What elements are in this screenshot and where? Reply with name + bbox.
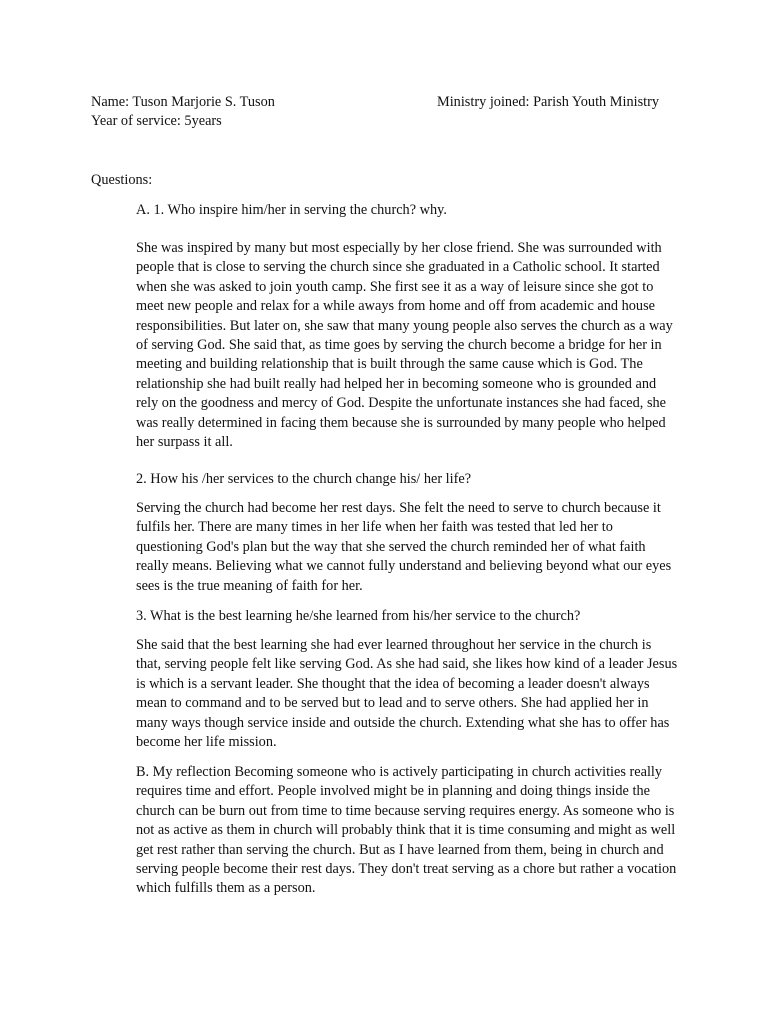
reflection-paragraph: B. My reflection Becoming someone who is actively participating in church activities really requires time and effort. People involved might be in planning and doing things inside the church can be burn out from time to time because serving requires energy. As someone who is not as active as them in church will probably think that it is time consuming and might as well get rest rather than serving the church. But as I have learned from them, being in church and serving people become their rest days. They don't treat serving as a chore but rather a vocation which fulfills them as a person. [136, 764, 677, 897]
question-3-heading: 3. What is the best learning he/she learned from his/her service to the church? [136, 608, 581, 624]
name-field: Name: Tuson Marjorie S. Tuson [91, 94, 275, 110]
question-2-heading: 2. How his /her services to the church change his/ her life? [136, 471, 472, 487]
question-1-answer: She was inspired by many but most especially by her close friend. She was surrounded with people that is close to serving the church since she graduated in a Catholic school. It started when she was asked to join youth camp. She first see it as a way of leisure since she got to meet new people and relax for a while aways from home and off from academic and house responsibilities. But later on, she saw that many young people also serves the church as a way of serving God. She said that, as time goes by serving the church become a bridge for her in meeting and building relationship that is built through the same cause which is God. The relationship she had built really had helped her in becoming someone who is grounded and rely on the goodness and mercy of God. Despite the unfortunate instances she had faced, she was really determined in facing them because she is surrounded by many people who helped her surpass it all. [136, 240, 673, 451]
question-1-heading: A. 1. Who inspire him/her in serving the church? why. [136, 202, 447, 218]
question-3-answer: She said that the best learning she had ever learned throughout her service in the church is that, serving people felt like serving God. As she had said, she likes how kind of a leader Jesus is which is a servant leader. She thought that the idea of becoming a leader doesn't always mean to command and to be served but to lead and to serve others. She had applied her in many ways though service inside and outside the church. Extending what she has to offer has become her life mission. [136, 637, 678, 751]
ministry-field: Ministry joined: Parish Youth Ministry [437, 94, 660, 110]
year-of-service-field: Year of service: 5years [91, 113, 222, 129]
question-2-answer: Serving the church had become her rest days. She felt the need to serve to church because it fulfils her. There are many times in her life when her faith was tested that led her to questioning God's plan but the way that she served the church reminded her of what faith really means. Believing what we cannot fully understand and believing beyond what our eyes sees is the true meaning of faith for her. [136, 500, 672, 594]
questions-label: Questions: [91, 172, 153, 188]
